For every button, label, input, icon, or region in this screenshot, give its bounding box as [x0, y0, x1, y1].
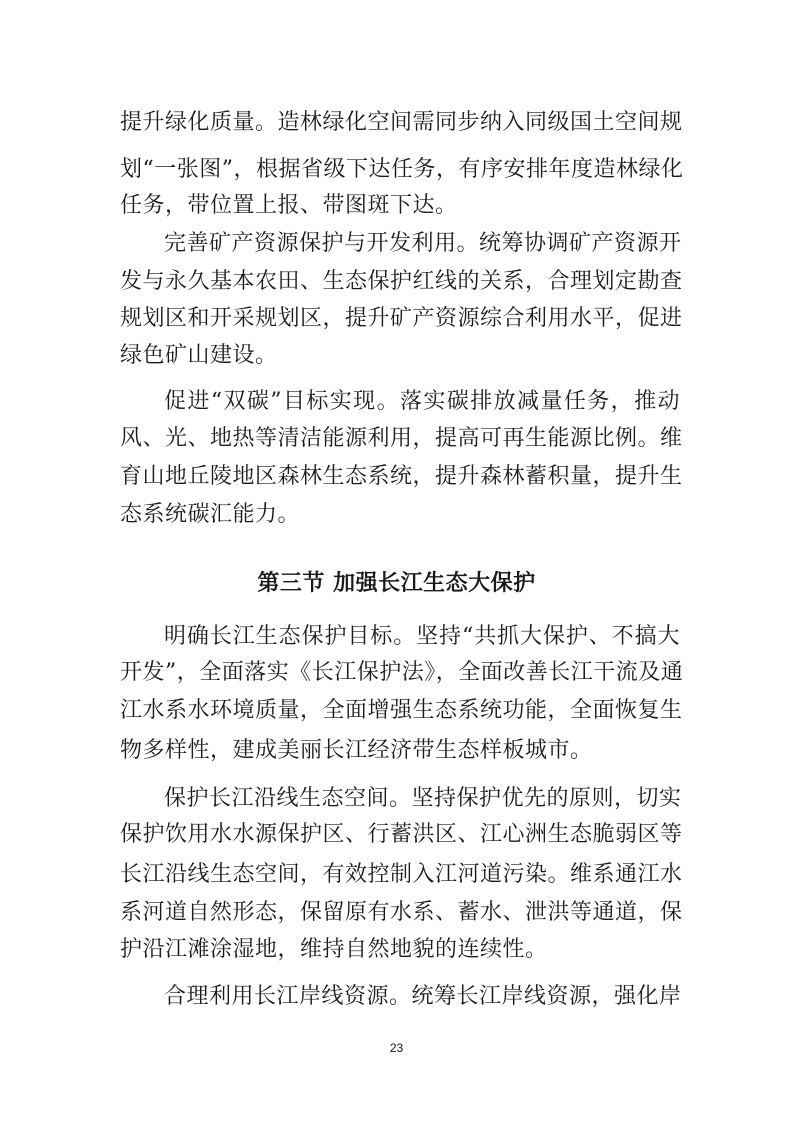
- paragraph-line: 促进“双碳”目标实现。落实碳排放减量任务，推动: [164, 389, 680, 414]
- paragraph-line: 护沿江滩涂湿地，维持自然地貌的连续性。: [120, 937, 548, 962]
- paragraph-line: 绿色矿山建设。: [120, 343, 278, 368]
- paragraph-line: 完善矿产资源保护与开发利用。统筹协调矿产资源开: [164, 231, 682, 256]
- paragraph-line: 合理利用长江岸线资源。统筹长江岸线资源，强化岸: [164, 984, 682, 1009]
- section-heading: 第三节 加强长江生态大保护: [257, 571, 536, 596]
- paragraph-line: 明确长江生态保护目标。坚持“共抓大保护、不搞大: [164, 624, 680, 649]
- page-number: 23: [389, 1041, 404, 1055]
- paragraph-line: 物多样性，建成美丽长江经济带生态样板城市。: [120, 738, 593, 763]
- paragraph-line: 育山地丘陵地区森林生态系统，提升森林蓄积量，提升生: [120, 464, 683, 489]
- paragraph-line: 系河道自然形态，保留原有水系、蓄水、泄洪等通道，保: [120, 900, 683, 925]
- paragraph-line: 态系统碳汇能力。: [120, 502, 301, 527]
- paragraph-line: 任务，带位置上报、带图斑下达。: [120, 193, 458, 218]
- paragraph-line: 划“一张图”，根据省级下达任务，有序安排年度造林绿化: [120, 157, 684, 182]
- paragraph-line: 风、光、地热等清洁能源利用，提高可再生能源比例。维: [120, 426, 683, 451]
- paragraph-line: 提升绿化质量。造林绿化空间需同步纳入同级国土空间规: [120, 110, 683, 135]
- paragraph-line: 保护饮用水水源保护区、行蓄洪区、江心洲生态脆弱区等: [120, 822, 683, 847]
- paragraph-line: 长江沿线生态空间，有效控制入江河道污染。维系通江水: [120, 862, 683, 887]
- paragraph-line: 江水系水环境质量，全面增强生态系统功能，全面恢复生: [120, 698, 683, 723]
- paragraph-line: 开发”，全面落实《长江保护法》，全面改善长江干流及通: [120, 660, 684, 685]
- paragraph-line: 保护长江沿线生态空间。坚持保护优先的原则，切实: [164, 786, 682, 811]
- paragraph-line: 规划区和开采规划区，提升矿产资源综合利用水平，促进: [120, 306, 683, 331]
- paragraph-line: 发与永久基本农田、生态保护红线的关系，合理划定勘查: [120, 269, 683, 294]
